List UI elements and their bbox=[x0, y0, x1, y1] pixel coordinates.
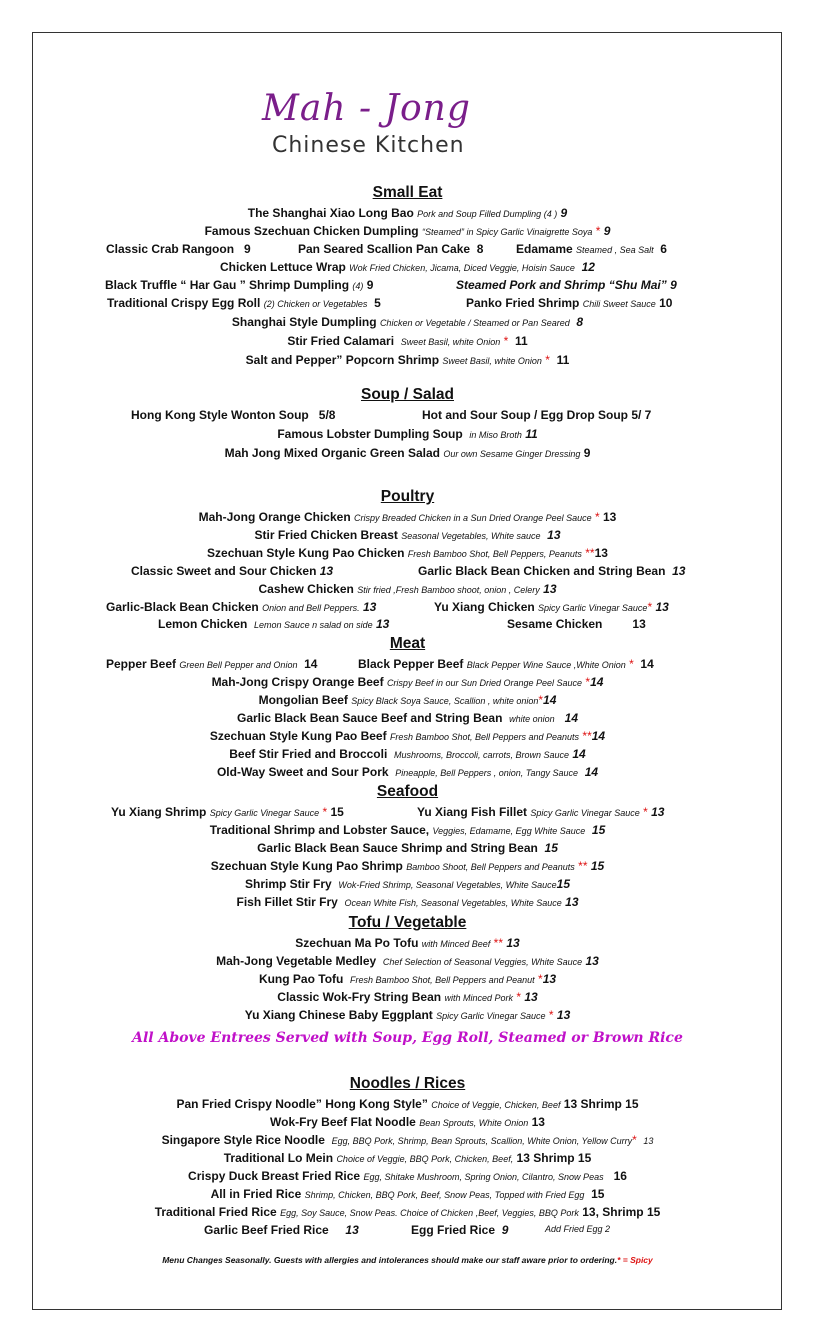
menu-item: Classic Wok-Fry String Bean with Minced Pork * 13 bbox=[277, 990, 538, 1004]
menu-item: Stir Fried Calamari Sweet Basil, white Onion * 11 bbox=[287, 334, 528, 348]
menu-item: Crispy Duck Breast Fried Rice Egg, Shitake Mushroom, Spring Onion, Cilantro, Snow Peas 16 bbox=[188, 1169, 627, 1183]
menu-item: Traditional Crispy Egg Roll (2) Chicken or Vegetables 5 bbox=[107, 296, 381, 310]
menu-item: Fish Fillet Stir Fry Ocean White Fish, Seasonal Vegetables, White Sauce 13 bbox=[236, 895, 579, 909]
menu-item: Garlic Beef Fried Rice 13 bbox=[204, 1223, 359, 1237]
menu-item: The Shanghai Xiao Long Bao Pork and Soup Filled Dumpling (4 ) 9 bbox=[247, 206, 568, 220]
menu-item: Classic Crab Rangoon 9 bbox=[106, 242, 251, 256]
section-heading-soup-salad: Soup / Salad bbox=[360, 386, 454, 403]
menu-item: Black Truffle “ Har Gau ” Shrimp Dumpling (4) 9 bbox=[105, 278, 374, 292]
menu-item: Chicken Lettuce Wrap Wok Fried Chicken, Jicama, Diced Veggie, Hoisin Sauce 12 bbox=[220, 260, 595, 274]
menu-item: Traditional Lo Mein Choice of Veggie, BBQ Pork, Chicken, Beef, 13 Shrimp 15 bbox=[223, 1151, 592, 1165]
menu-item: Beef Stir Fried and Broccoli Mushrooms, Broccoli, carrots, Brown Sauce 14 bbox=[229, 747, 586, 761]
menu-item: Garlic Black Bean Chicken and String Bean 13 bbox=[418, 564, 686, 578]
menu-item: Panko Fried Shrimp Chili Sweet Sauce 10 bbox=[466, 296, 673, 310]
entree-served-note: All Above Entrees Served with Soup, Egg Roll, Steamed or Brown Rice bbox=[132, 1030, 683, 1046]
menu-item: Hot and Sour Soup / Egg Drop Soup 5/ 7 bbox=[422, 408, 652, 422]
menu-item: Yu Xiang Shrimp Spicy Garlic Vinegar Sauce * 15 bbox=[111, 805, 344, 819]
menu-item: Traditional Fried Rice Egg, Soy Sauce, Snow Peas. Choice of Chicken ,Beef, Veggies, BBQ Pork 13, Shrimp 15 bbox=[154, 1205, 661, 1219]
menu-item: Garlic-Black Bean Chicken Onion and Bell Peppers. 13 bbox=[106, 600, 377, 614]
menu-item: Edamame Steamed , Sea Salt 6 bbox=[516, 242, 667, 256]
menu-item: Hong Kong Style Wonton Soup 5/8 bbox=[131, 408, 336, 422]
menu-item: Szechuan Style Kung Pao Beef Fresh Bamboo Shot, Bell Peppers and Peanuts **14 bbox=[209, 729, 606, 743]
section-heading-small-eat: Small Eat bbox=[372, 184, 443, 201]
menu-item: Yu Xiang Chinese Baby Eggplant Spicy Garlic Vinegar Sauce * 13 bbox=[244, 1008, 571, 1022]
menu-item: Old-Way Sweet and Sour Pork Pineapple, Bell Peppers , onion, Tangy Sauce 14 bbox=[216, 765, 599, 779]
menu-item: Mongolian Beef Spicy Black Soya Sauce, Scallion , white onion*14 bbox=[258, 693, 557, 707]
menu-item: Szechuan Ma Po Tofu with Minced Beef ** 13 bbox=[295, 936, 520, 950]
menu-item: Yu Xiang Fish Fillet Spicy Garlic Vinegar Sauce * 13 bbox=[417, 805, 665, 819]
menu-item: Steamed Pork and Shrimp “Shu Mai” 9 bbox=[456, 278, 677, 292]
menu-item: Lemon Chicken Lemon Sauce n salad on side 13 bbox=[158, 617, 390, 631]
menu-item: Egg Fried Rice 9 bbox=[411, 1223, 509, 1237]
menu-item: Shrimp Stir Fry Wok-Fried Shrimp, Seasonal Vegetables, White Sauce15 bbox=[245, 877, 570, 891]
menu-item: Black Pepper Beef Black Pepper Wine Sauce ,White Onion * 14 bbox=[358, 657, 654, 671]
section-heading-poultry: Poultry bbox=[380, 488, 435, 505]
menu-item: Cashew Chicken Stir fried ,Fresh Bamboo shoot, onion , Celery 13 bbox=[258, 582, 557, 596]
menu-item: Pepper Beef Green Bell Pepper and Onion 14 bbox=[106, 657, 318, 671]
menu-item: Mah-Jong Vegetable Medley Chef Selection of Seasonal Veggies, White Sauce 13 bbox=[216, 954, 599, 968]
footer-note: Menu Changes Seasonally. Guests with allergies and intolerances should make our staff aware prior to ordering.* = Spicy bbox=[162, 1255, 653, 1265]
menu-item: Szechuan Style Kung Pao Chicken Fresh Bamboo Shot, Bell Peppers, Peanuts **13 bbox=[207, 546, 608, 560]
restaurant-subtitle: Chinese Kitchen bbox=[272, 133, 465, 158]
menu-item: Pan Fried Crispy Noodle” Hong Kong Style” Choice of Veggie, Chicken, Beef 13 Shrimp 15 bbox=[176, 1097, 639, 1111]
menu-item: Mah-Jong Crispy Orange Beef Crispy Beef in our Sun Dried Orange Peel Sauce *14 bbox=[211, 675, 604, 689]
menu-item: Shanghai Style Dumpling Chicken or Vegetable / Steamed or Pan Seared 8 bbox=[231, 315, 584, 329]
section-heading-tofu-vegetable: Tofu / Vegetable bbox=[348, 914, 467, 931]
restaurant-logo: Mah - Jong bbox=[262, 88, 471, 129]
menu-item: Stir Fried Chicken Breast Seasonal Vegetables, White sauce 13 bbox=[254, 528, 561, 542]
section-heading-seafood: Seafood bbox=[376, 783, 439, 800]
menu-item: Salt and Pepper” Popcorn Shrimp Sweet Basil, white Onion * 11 bbox=[245, 353, 570, 367]
section-heading-meat: Meat bbox=[389, 635, 426, 652]
menu-item: Famous Lobster Dumpling Soup in Miso Broth 11 bbox=[277, 427, 538, 441]
menu-item: Kung Pao Tofu Fresh Bamboo Shot, Bell Peppers and Peanut *13 bbox=[258, 972, 557, 986]
menu-item-addon: Add Fried Egg 2 bbox=[545, 1224, 611, 1234]
menu-item: Mah Jong Mixed Organic Green Salad Our own Sesame Ginger Dressing 9 bbox=[224, 446, 591, 460]
menu-item: Sesame Chicken 13 bbox=[507, 617, 646, 631]
menu-item: Garlic Black Bean Sauce Beef and String Bean white onion 14 bbox=[236, 711, 579, 725]
section-heading-noodles-rices: Noodles / Rices bbox=[349, 1075, 466, 1092]
menu-item: Wok-Fry Beef Flat Noodle Bean Sprouts, White Onion 13 bbox=[270, 1115, 545, 1129]
menu-item: Yu Xiang Chicken Spicy Garlic Vinegar Sauce* 13 bbox=[434, 600, 669, 614]
menu-item: Classic Sweet and Sour Chicken 13 bbox=[131, 564, 334, 578]
menu-item: Famous Szechuan Chicken Dumpling “Steamed” in Spicy Garlic Vinaigrette Soya * 9 bbox=[204, 224, 611, 238]
menu-item: Garlic Black Bean Sauce Shrimp and String Bean 15 bbox=[257, 841, 558, 855]
menu-item: All in Fried Rice Shrimp, Chicken, BBQ Pork, Beef, Snow Peas, Topped with Fried Egg 15 bbox=[210, 1187, 605, 1201]
menu-item: Pan Seared Scallion Pan Cake 8 bbox=[298, 242, 484, 256]
menu-item: Szechuan Style Kung Pao Shrimp Bamboo Shoot, Bell Peppers and Peanuts ** 15 bbox=[210, 859, 605, 873]
menu-item: Mah-Jong Orange Chicken Crispy Breaded Chicken in a Sun Dried Orange Peel Sauce * 13 bbox=[198, 510, 617, 524]
menu-item: Traditional Shrimp and Lobster Sauce, Veggies, Edamame, Egg White Sauce 15 bbox=[209, 823, 606, 837]
menu-item: Singapore Style Rice Noodle Egg, BBQ Pork, Shrimp, Bean Sprouts, Scallion, White Onion, Yellow Curry* 13 bbox=[161, 1133, 654, 1147]
